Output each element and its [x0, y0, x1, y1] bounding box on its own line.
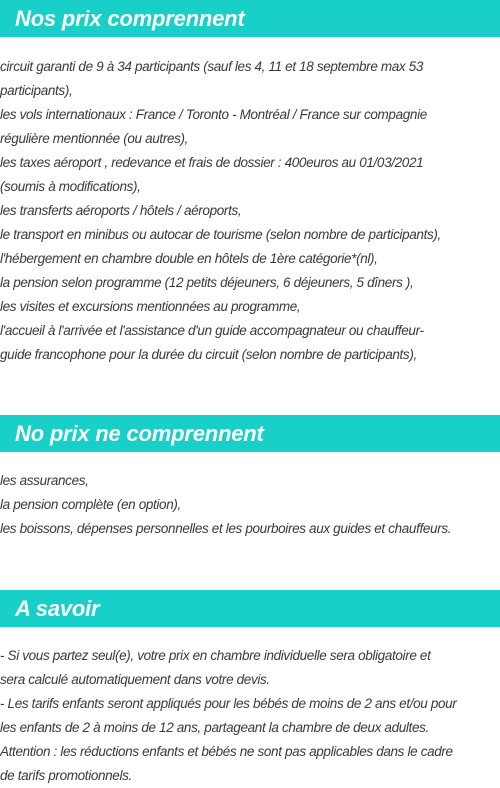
included-line: le transport en minibus ou autocar de tourisme (selon nombre de participants),	[0, 227, 441, 242]
included-line: participants),	[0, 83, 73, 98]
included-line: les visites et excursions mentionnées au programme,	[0, 299, 301, 314]
not-included-line: les assurances,	[0, 473, 89, 488]
included-line: l'accueil à l'arrivée et l'assistance d'un guide accompagnateur ou chauffeur-	[0, 323, 424, 338]
included-line: régulière mentionnée (ou autres),	[0, 131, 189, 146]
included-line: l'hébergement en chambre double en hôtels de 1ère catégorie*(nl),	[0, 251, 378, 266]
info-line: de tarifs promotionnels.	[0, 768, 132, 783]
not-included-line: la pension complète (en option),	[0, 497, 181, 512]
included-line: la pension selon programme (12 petits déjeuners, 6 déjeuners, 5 dîners ),	[0, 275, 414, 290]
info-line: sera calculé automatiquement dans votre devis.	[0, 672, 270, 687]
not-included-line: les boissons, dépenses personnelles et les pourboires aux guides et chauffeurs.	[0, 521, 452, 536]
included-line: (soumis à modifications),	[0, 179, 141, 194]
section-header-good-to-know: A savoir	[0, 590, 500, 627]
info-line: les enfants de 2 à moins de 12 ans, partageant la chambre de deux adultes.	[0, 720, 429, 735]
section-header-included: Nos prix comprennent	[0, 0, 500, 37]
section-header-not-included: No prix ne comprennent	[0, 415, 500, 452]
included-line: les transferts aéroports / hôtels / aéroports,	[0, 203, 242, 218]
included-line: guide francophone pour la durée du circuit (selon nombre de participants),	[0, 347, 417, 362]
included-line: les taxes aéroport , redevance et frais de dossier : 400euros au 01/03/2021	[0, 155, 424, 170]
info-line: - Les tarifs enfants seront appliqués pour les bébés de moins de 2 ans et/ou pour	[0, 696, 457, 711]
included-line: circuit garanti de 9 à 34 participants (sauf les 4, 11 et 18 septembre max 53	[0, 59, 424, 74]
info-line: - Si vous partez seul(e), votre prix en chambre individuelle sera obligatoire et	[0, 648, 431, 663]
included-line: les vols internationaux : France / Toronto - Montréal / France sur compagnie	[0, 107, 427, 122]
info-line: Attention : les réductions enfants et bébés ne sont pas applicables dans le cadre	[0, 744, 453, 759]
